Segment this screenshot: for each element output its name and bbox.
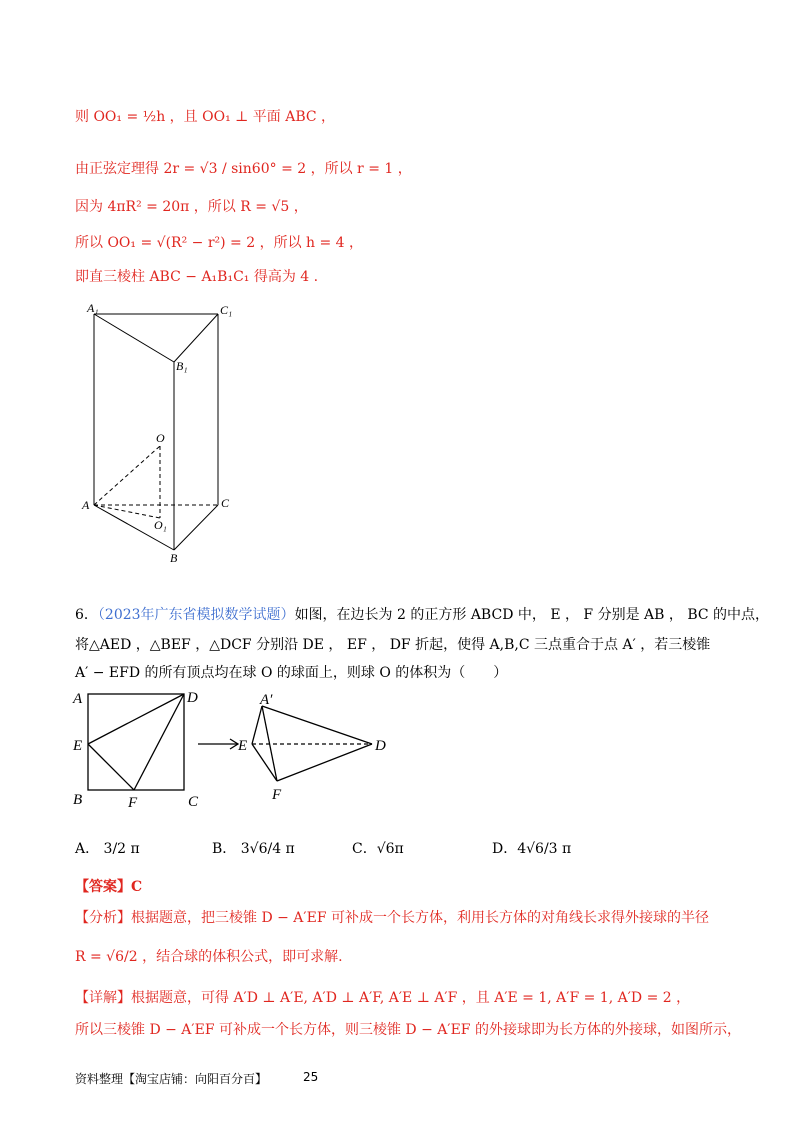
analysis-line-1: 【分析】根据题意，把三棱锥 D − A′EF 可补成一个长方体，利用长方体的对角线长求得外接球的半径 xyxy=(75,910,709,926)
pyramid-label-e: E xyxy=(238,738,248,754)
question-source[interactable]: （2023年广东省模拟数学试题） xyxy=(97,607,295,623)
square-label-a: A xyxy=(73,691,83,707)
prism-label-o1: O₁ xyxy=(154,518,167,532)
answer-label: 【答案】C xyxy=(75,879,143,895)
page-number: 25 xyxy=(303,1070,319,1084)
solution-line-1: 则 OO₁ = ½h ，且 OO₁ ⊥ 平面 ABC ， xyxy=(75,109,336,125)
option-a[interactable]: A． 3/2 π xyxy=(75,841,140,857)
detail-line-1: 【详解】根据题意，可得 A′D ⊥ A′E, A′D ⊥ A′F, A′E ⊥ A′F ，且 A′E = 1, A′F = 1, A′D = 2 ， xyxy=(75,990,691,1006)
prism-label-b: B xyxy=(170,551,178,565)
prism-label-o: O xyxy=(156,431,165,445)
question-number: 6． xyxy=(75,607,98,623)
square-label-d: D xyxy=(187,690,198,706)
prism-figure xyxy=(78,298,258,568)
pyramid-label-a-prime: A′ xyxy=(260,692,273,708)
option-d[interactable]: D．4√6/3 π xyxy=(492,841,572,857)
footer-text: 资料整理【淘宝店铺：向阳百分百】 xyxy=(75,1072,268,1086)
pyramid-label-f: F xyxy=(272,787,282,803)
square-label-b: B xyxy=(73,792,83,808)
analysis-line-2: R = √6/2 ，结合球的体积公式，即可求解. xyxy=(75,949,343,965)
solution-line-5: 即直三棱柱 ABC − A₁B₁C₁ 得高为 4 . xyxy=(75,269,319,285)
option-c[interactable]: C．√6π xyxy=(352,841,404,857)
option-b[interactable]: B． 3√6/4 π xyxy=(212,841,295,857)
question-line-3: A′ − EFD 的所有顶点均在球 O 的球面上，则球 O 的体积为（ ） xyxy=(75,665,508,681)
prism-label-a: A xyxy=(82,498,90,512)
detail-line-2: 所以三棱锥 D − A′EF 可补成一个长方体，则三棱锥 D − A′EF 的外接球即为长方体的外接球，如图所示， xyxy=(75,1022,741,1038)
question-text-1: 如图，在边长为 2 的正方形 ABCD 中， E ， F 分别是 AB ， BC 的中点， xyxy=(294,607,770,623)
fold-figure xyxy=(70,686,410,814)
solution-line-4: 所以 OO₁ = √(R² − r²) = 2 ，所以 h = 4 ， xyxy=(75,235,364,251)
prism-label-a1: A₁ xyxy=(87,301,99,315)
solution-line-2: 由正弦定理得 2r = √3 / sin60° = 2 ，所以 r = 1 ， xyxy=(75,161,412,177)
square-label-c: C xyxy=(188,794,199,810)
pyramid-label-d: D xyxy=(375,738,386,754)
solution-line-3: 因为 4πR² = 20π ，所以 R = √5 ， xyxy=(75,199,308,215)
prism-label-c: C xyxy=(221,496,230,510)
prism-label-b1: B₁ xyxy=(176,359,188,373)
square-label-f: F xyxy=(128,795,138,811)
question-line-2: 将△AED ，△BEF ，△DCF 分别沿 DE ， EF ， DF 折起，使得 A,B,C 三点重合于点 A′ ，若三棱锥 xyxy=(75,637,711,653)
square-label-e: E xyxy=(73,738,83,754)
question-line-1 xyxy=(75,604,769,624)
prism-label-c1: C₁ xyxy=(220,303,233,317)
